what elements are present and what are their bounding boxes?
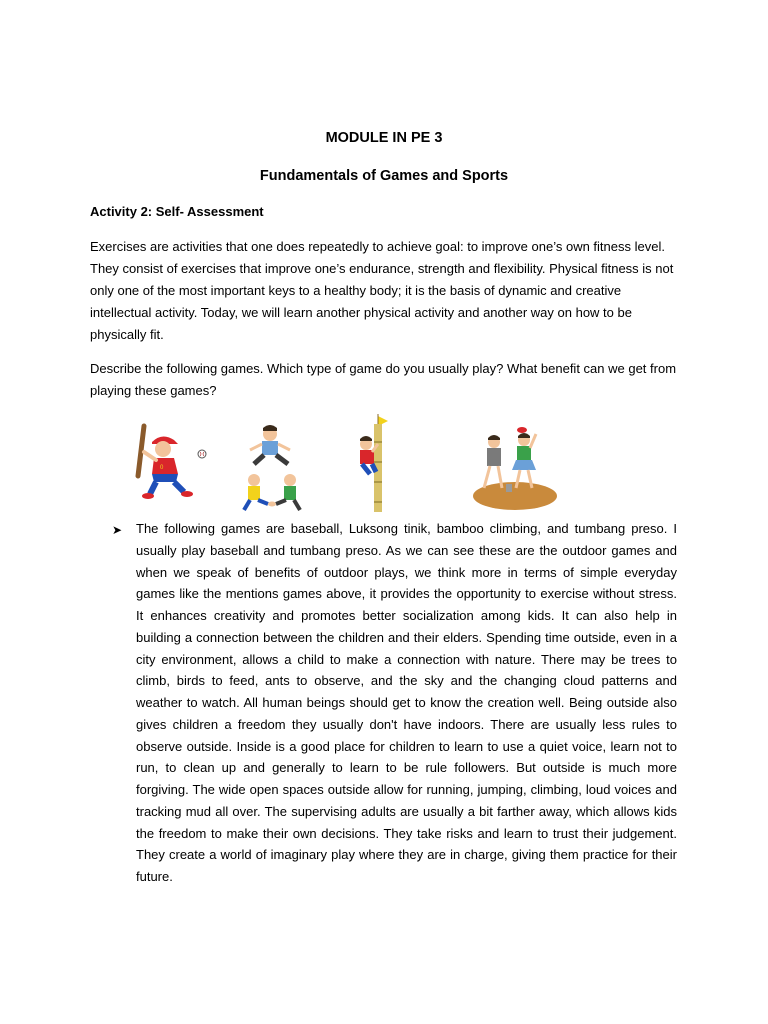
module-title: MODULE IN PE 3: [325, 130, 443, 146]
svg-text:0: 0: [160, 465, 164, 471]
child-climbing-pole-icon: [350, 412, 400, 512]
activity-heading: Activity 2: Self- Assessment: [90, 204, 264, 219]
question-paragraph: Describe the following games. Which type of game do you usually play? What benefit can we get from playing these games?: [90, 361, 677, 398]
module-subtitle: Fundamentals of Games and Sports: [259, 168, 509, 184]
luksong-tinik-illustration: [238, 424, 308, 514]
answer-paragraph: The following games are baseball, Luksong tinik, bamboo climbing, and tumbang preso. I usually play baseball and tumbang preso. As we can see these are the outdoor games and when we speak of benefits of outdoor plays, we think more in terms of simple everyday games like the mentions games above, it provides the opportunity to exercise without stress. It enhances creativity and promotes better socialization among kids. It can also help in building a connection between the children and their elders. Spending time outside, even in a city environment, allows a child to make a connection with nature. There may be trees to climb, birds to feed, ants to observe, and the sky and the changing cloud patterns and weather to watch. All human beings should get to know the creation well. Being outside also gives children a freedom they usually don't have indoors. There are usually less rules to observe outside. Inside is a good place for children to learn to use a quiet voice, learn not to run, to clean up and generally to learn to be rule followers. But outside is much more forgiving. The wide open spaces outside allow for running, jumping, climbing, loud voices and tracking mud all over. The supervising adults are usually a bit farther away, which allows kids the freedom to make their own decisions. They take risks and learn to trust their judgement. They create a world of imaginary play where they are in charge, giving them practice for their future.: [136, 521, 677, 884]
intro-paragraph: Exercises are activities that one does repeatedly to achieve goal: to improve one’s own fitness level. They consist of exercises that improve one’s endurance, strength and flexibility. Physical fitness is not only one of the most important keys to a healthy body; it is the basis of dynamic and creative intellectual activity. Today, we will learn another physical activity and another way on how to be physically fit.: [90, 239, 674, 342]
bamboo-climbing-illustration: [350, 412, 400, 512]
kids-jumping-icon: [238, 424, 308, 514]
games-illustrations: [120, 412, 570, 522]
tumbang-preso-illustration: [470, 424, 560, 514]
kids-throwing-slipper-icon: [470, 424, 560, 514]
baseball-player-illustration: [130, 422, 210, 502]
baseball-batter-icon: [130, 422, 210, 502]
arrow-bullet-icon: ➤: [112, 523, 123, 537]
